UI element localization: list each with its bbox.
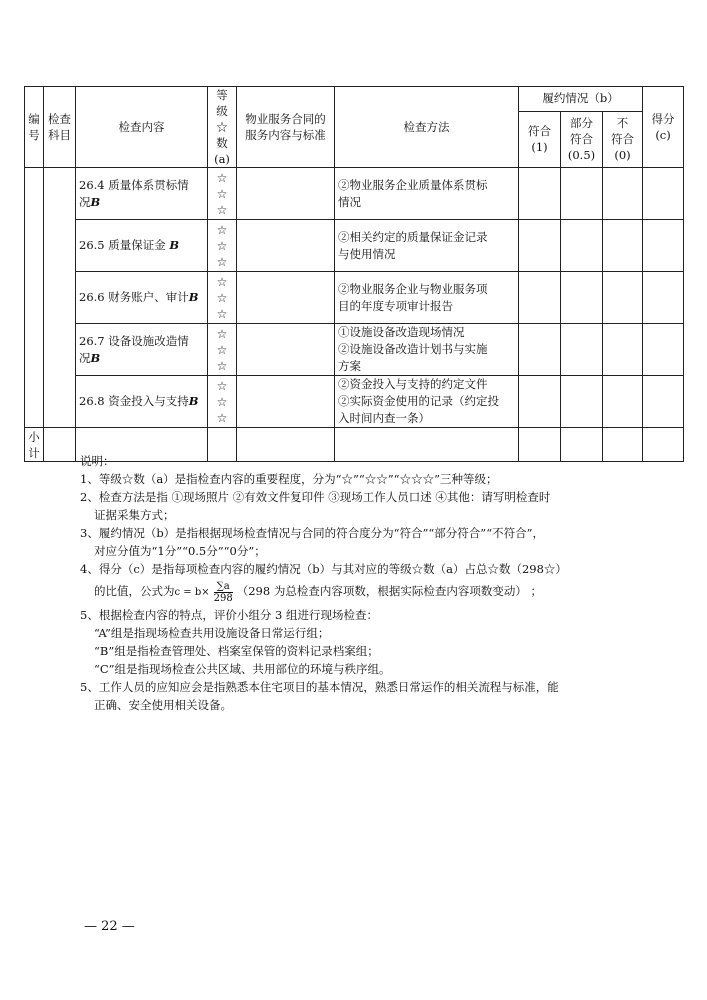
grade-stars xyxy=(208,168,237,220)
score-cell xyxy=(643,168,684,220)
subtotal-label: 小 计 xyxy=(25,428,44,462)
method-cell: ②物业服务企业质量体系贯标 情况 xyxy=(335,168,519,220)
contract-cell xyxy=(237,376,335,428)
note-5-group-b: “B”组是指检查管理处、档案室保管的资料记录档案组； xyxy=(94,644,379,658)
star-icon: ☆ xyxy=(216,170,228,185)
perf-partial-cell xyxy=(561,272,603,324)
header-row-1 xyxy=(25,87,684,112)
star-icon: ☆ xyxy=(216,378,228,393)
star-icon: ☆ xyxy=(216,358,228,373)
note-3-cont: 对应分值为“1分”“0.5分”“0分”； xyxy=(94,544,266,558)
header-grade: 等级 ☆数 (a) xyxy=(208,87,237,168)
star-icon: ☆ xyxy=(216,326,228,341)
perf-full-cell xyxy=(519,376,561,428)
star-icon: ☆ xyxy=(216,306,228,321)
note-6-cont: 正确、安全使用相关设备。 xyxy=(94,698,232,712)
star-icon: ☆ xyxy=(216,202,228,217)
header-content: 检查内容 xyxy=(76,87,208,168)
perf-partial-cell xyxy=(561,376,603,428)
note-5-group-a: “A”组是指现场检查共用设施设备日常运行组； xyxy=(94,626,330,640)
perf-full-cell xyxy=(519,220,561,272)
contract-cell xyxy=(237,324,335,376)
note-4: 4、得分（c）是指每项检查内容的履约情况（b）与其对应的等级☆数（a）占总☆数（298☆） xyxy=(80,562,567,576)
note-4-formula-line: 的比值，公式为c = b× $\frac{\sum a}{298}$ （298 为总检查内容项数，根据实际检查内容项数变动） ； xyxy=(94,580,542,604)
perf-full-cell xyxy=(519,324,561,376)
note-3: 3、履约情况（b）是指根据现场检查情况与合同的符合度分为“符合”“部分符合”“不符合”， xyxy=(80,526,544,540)
star-icon: ☆ xyxy=(216,342,228,357)
method-cell: ②资金投入与支持的约定文件 ②实际资金使用的记录（约定投 入时间内查一条） xyxy=(335,376,519,428)
perf-full-cell xyxy=(519,168,561,220)
star-icon: ☆ xyxy=(216,410,228,425)
item-cell: 26.7 设备设施改造情 况B xyxy=(76,324,208,376)
formula-fraction: $\frac{\sum a}{298}$ xyxy=(213,580,233,604)
table-row xyxy=(25,324,684,376)
item-cell: 26.6 财务账户、审计B xyxy=(76,272,208,324)
perf-none-cell xyxy=(603,324,643,376)
header-perf-partial: 部分 符合 (0.5) xyxy=(561,111,603,167)
header-method: 检查方法 xyxy=(335,87,519,168)
table-row xyxy=(25,220,684,272)
score-cell xyxy=(643,272,684,324)
table-row xyxy=(25,376,684,428)
item-cell: 26.8 资金投入与支持B xyxy=(76,376,208,428)
grade-stars xyxy=(208,272,237,324)
row-no-cell xyxy=(25,168,44,428)
perf-none-cell xyxy=(603,220,643,272)
star-icon: ☆ xyxy=(216,254,228,269)
note-2-cont: 证据采集方式； xyxy=(94,508,175,522)
perf-none-cell xyxy=(603,168,643,220)
inspection-table xyxy=(24,86,684,462)
header-performance-group: 履约情况（b） xyxy=(519,87,643,112)
score-cell xyxy=(643,376,684,428)
method-cell: ①设施设备改造现场情况 ②设施设备改造计划书与实施 方案 xyxy=(335,324,519,376)
item-cell: 26.5 质量保证金 B xyxy=(76,220,208,272)
contract-cell xyxy=(237,168,335,220)
note-1: 1、等级☆数（a）是指检查内容的重要程度，分为“☆”“☆☆”“☆☆☆”三种等级； xyxy=(80,472,498,486)
note-5: 5、根据检查内容的特点，评价小组分 3 组进行现场检查： xyxy=(80,608,378,622)
contract-cell xyxy=(237,272,335,324)
perf-partial-cell xyxy=(561,168,603,220)
perf-none-cell xyxy=(603,376,643,428)
row-subject-cell xyxy=(44,168,76,428)
perf-partial-cell xyxy=(561,324,603,376)
note-2: 2、检查方法是指 ①现场照片 ②有效文件复印件 ③现场工作人员口述 ④其他：请写明检查时 xyxy=(80,490,551,504)
notes-title: 说明： xyxy=(80,454,115,468)
perf-partial-cell xyxy=(561,220,603,272)
formula-lhs: c = b× xyxy=(174,587,210,598)
header-contract: 物业服务合同的 服务内容与标准 xyxy=(237,87,335,168)
note-6: 5、工作人员的应知应会是指熟悉本住宅项目的基本情况，熟悉日常运作的相关流程与标准，能 xyxy=(80,680,559,694)
item-cell: 26.4 质量体系贯标情 况B xyxy=(76,168,208,220)
grade-stars xyxy=(208,376,237,428)
header-perf-none: 不 符合 (0) xyxy=(603,111,643,167)
star-icon: ☆ xyxy=(216,222,228,237)
star-icon: ☆ xyxy=(216,394,228,409)
header-subject: 检查科目 xyxy=(44,87,76,168)
table-row xyxy=(25,272,684,324)
grade-stars xyxy=(208,324,237,376)
star-icon: ☆ xyxy=(216,290,228,305)
grade-stars xyxy=(208,220,237,272)
star-icon: ☆ xyxy=(216,274,228,289)
star-icon: ☆ xyxy=(216,238,228,253)
perf-none-cell xyxy=(603,272,643,324)
header-score: 得分 (c) xyxy=(643,87,684,168)
perf-full-cell xyxy=(519,272,561,324)
contract-cell xyxy=(237,220,335,272)
page-number: — 22 — xyxy=(84,919,135,934)
score-cell xyxy=(643,324,684,376)
header-perf-full: 符合 (1) xyxy=(519,111,561,167)
star-icon: ☆ xyxy=(216,186,228,201)
header-no: 编号 xyxy=(25,87,44,168)
method-cell: ②物业服务企业与物业服务项 目的年度专项审计报告 xyxy=(335,272,519,324)
table-row xyxy=(25,168,684,220)
note-5-group-c: “C”组是指现场检查公共区域、共用部位的环境与秩序组。 xyxy=(94,662,391,676)
method-cell: ②相关约定的质量保证金记录 与使用情况 xyxy=(335,220,519,272)
notes-section xyxy=(80,452,680,714)
score-cell xyxy=(643,220,684,272)
